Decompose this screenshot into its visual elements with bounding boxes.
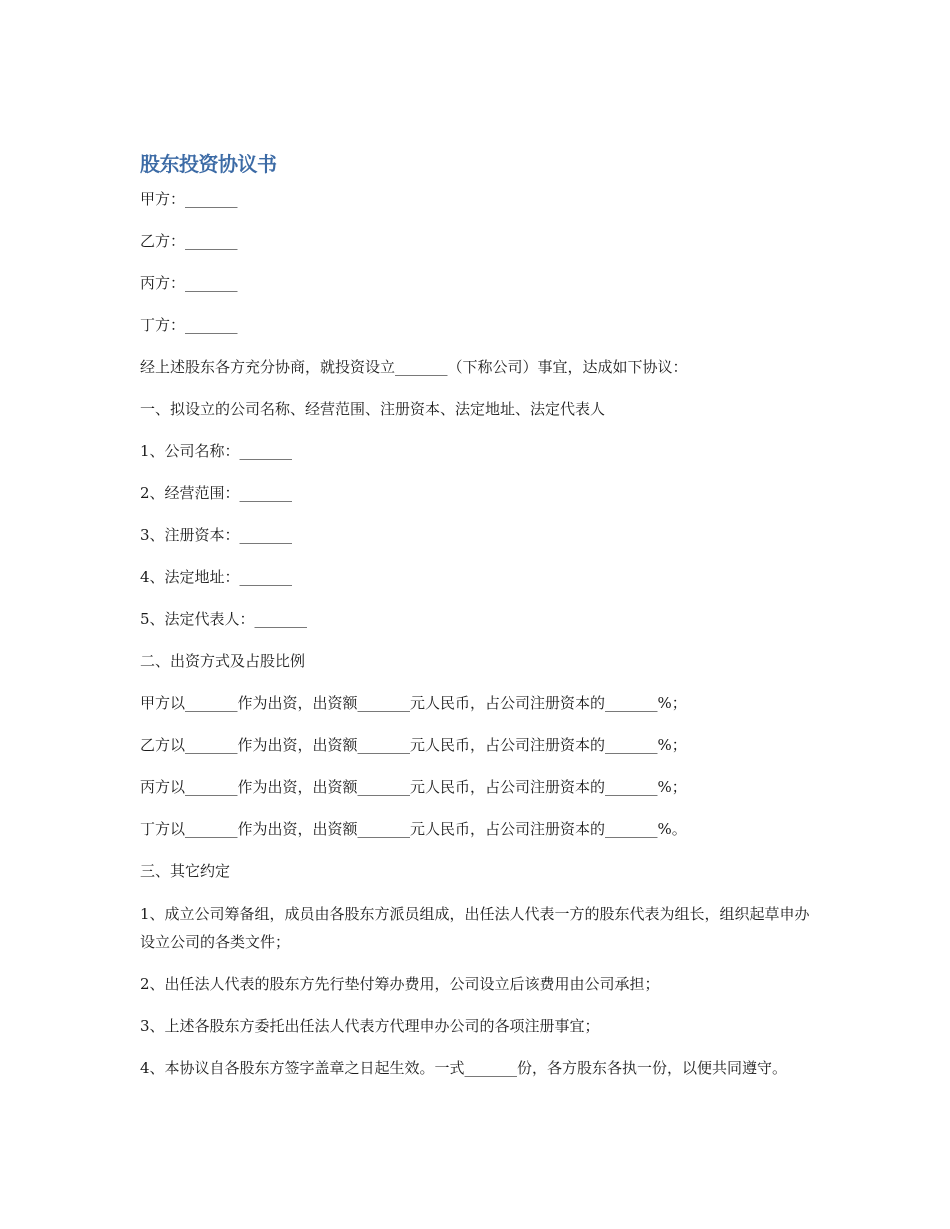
section2-heading: 二、出资方式及占股比例 [140,652,306,670]
party-c-contribution: 丙方以_______作为出资，出资额_______元人民币，占公司注册资本的_______%； [140,778,687,796]
registered-capital-item: 3、注册资本：_______ [140,526,293,544]
party-b-contribution: 乙方以_______作为出资，出资额_______元人民币，占公司注册资本的_______%； [140,736,687,754]
party-a-line: 甲方：_______ [140,190,238,208]
other-term-1: 1、成立公司筹备组，成员由各股东方派员组成，出任法人代表一方的股东代表为组长，组织起草申办设立公司的各类文件； [140,905,810,951]
section3-heading: 三、其它约定 [140,862,231,880]
party-d-line: 丁方：_______ [140,316,238,334]
other-term-4: 4、本协议自各股东方签字盖章之日起生效。一式_______份，各方股东各执一份，以便共同遵守。 [140,1059,788,1077]
legal-address-item: 4、法定地址：_______ [140,568,293,586]
legal-representative-item: 5、法定代表人：_______ [140,610,308,628]
other-term-2: 2、出任法人代表的股东方先行垫付筹办费用，公司设立后该费用由公司承担； [140,975,660,993]
company-name-item: 1、公司名称：_______ [140,442,293,460]
party-b-line: 乙方：_______ [140,232,238,250]
intro-paragraph: 经上述股东各方充分协商，就投资设立_______（下称公司）事宜，达成如下协议： [140,358,688,376]
party-d-contribution: 丁方以_______作为出资，出资额_______元人民币，占公司注册资本的_______%。 [140,820,687,838]
party-a-contribution: 甲方以_______作为出资，出资额_______元人民币，占公司注册资本的_______%； [140,694,687,712]
document-page [140,148,820,1096]
business-scope-item: 2、经营范围：_______ [140,484,293,502]
section1-heading: 一、拟设立的公司名称、经营范围、注册资本、法定地址、法定代表人 [140,400,606,418]
document-title: 股东投资协议书 [140,152,277,176]
party-c-line: 丙方：_______ [140,274,238,292]
other-term-3: 3、上述各股东方委托出任法人代表方代理申办公司的各项注册事宜； [140,1017,600,1035]
